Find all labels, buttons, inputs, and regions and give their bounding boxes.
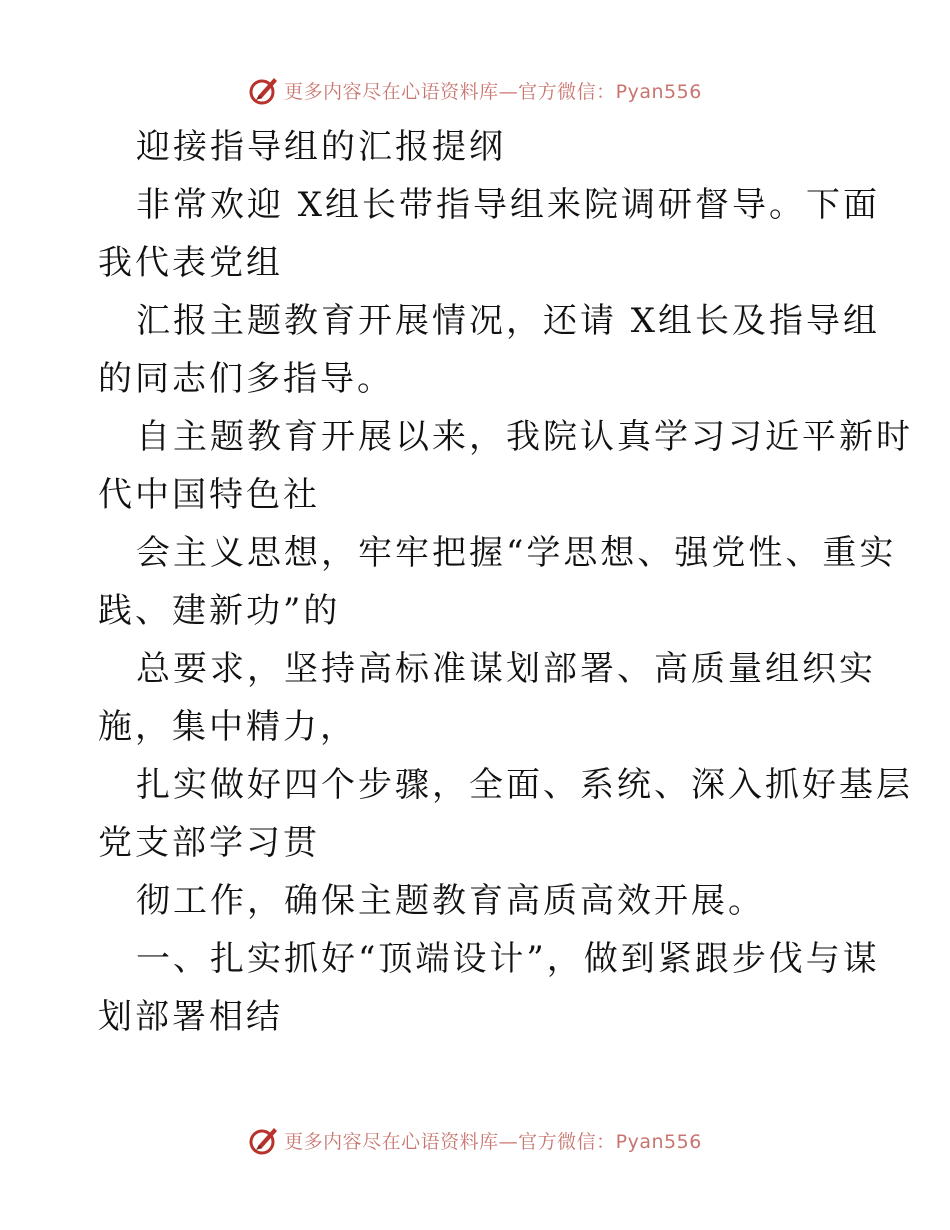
document-line: 非常欢迎 X组长带指导组来院调研督导。下面 [136, 185, 881, 225]
footer-watermark [0, 1120, 950, 1160]
document-line: 我代表党组 [98, 243, 283, 283]
document-line: 践、建新功”的 [98, 591, 341, 631]
watermark-label: 更多内容尽在心语资料库—官方微信： [284, 1130, 616, 1153]
document-line: 总要求，坚持高标准谋划部署、高质量组织实 [136, 649, 876, 689]
watermark-brand: Pyan556 [615, 1130, 702, 1153]
header-watermark [0, 70, 950, 110]
quill-logo-icon [248, 1124, 280, 1156]
document-line: 施，集中精力， [98, 707, 357, 747]
document-line: 党支部学习贯 [98, 823, 320, 863]
watermark-text [284, 77, 702, 104]
quill-logo-icon [248, 74, 280, 106]
document-line: 彻工作，确保主题教育高质高效开展。 [136, 881, 765, 921]
document-line: 扎实做好四个步骤，全面、系统、深入抓好基层 [136, 765, 913, 805]
watermark-text [284, 1127, 702, 1154]
document-line: 划部署相结 [98, 997, 283, 1037]
document-line: 迎接指导组的汇报提纲 [136, 127, 506, 167]
document-line: 汇报主题教育开展情况，还请 X组长及指导组 [136, 301, 881, 341]
document-body [98, 118, 913, 1046]
document-line: 一、扎实抓好“顶端设计”，做到紧跟步伐与谋 [136, 939, 880, 979]
document-line: 的同志们多指导。 [98, 359, 394, 399]
watermark-label: 更多内容尽在心语资料库—官方微信： [284, 80, 616, 103]
watermark-brand: Pyan556 [615, 80, 702, 103]
document-line: 会主义思想，牢牢把握“学思想、强党性、重实 [136, 533, 897, 573]
document-line: 代中国特色社 [98, 475, 320, 515]
document-line: 自主题教育开展以来，我院认真学习习近平新时 [136, 417, 913, 457]
